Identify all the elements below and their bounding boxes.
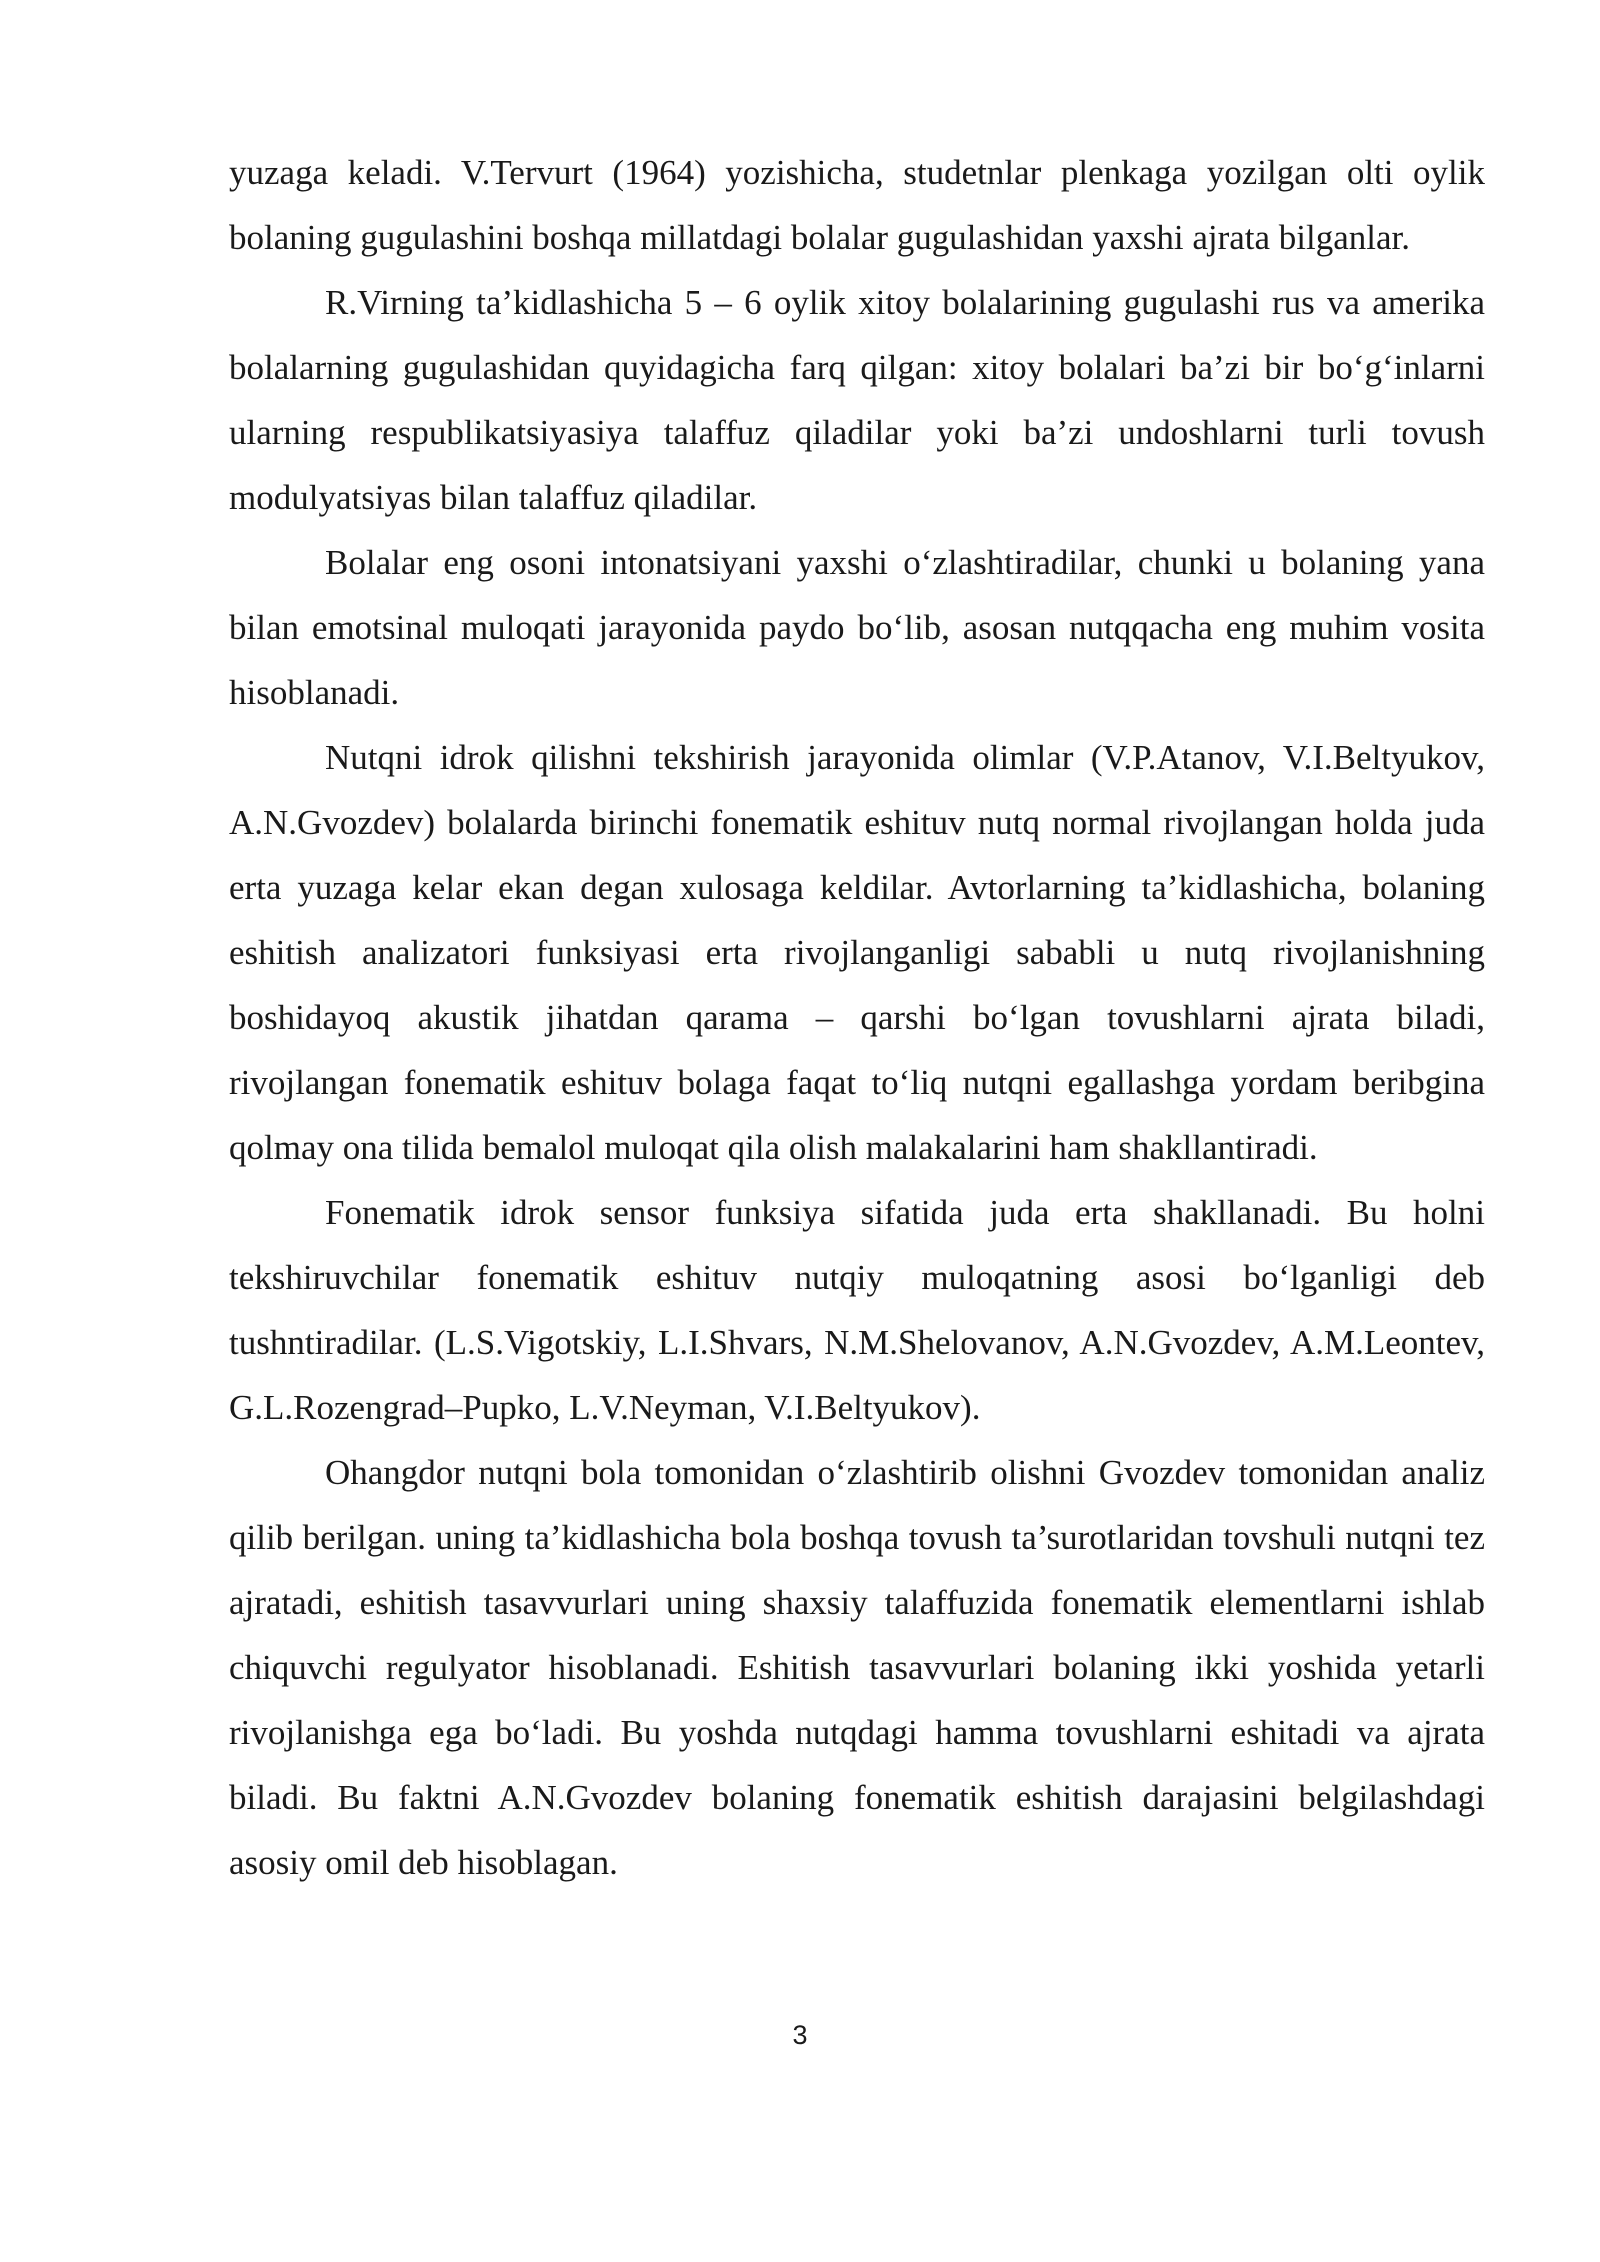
paragraph-5: Fonematik idrok sensor funksiya sifatida juda erta shakllanadi. Bu holni tekshiruvchilar fonematik eshituv nutqiy muloqatning asosi bo‘lganligi deb tushntiradilar. (L.S.Vigotskiy, L.I.Shvars, N.M.Shelovanov, A.N.Gvozdev, A.M.Leontev, G.L.Rozengrad–Pupko, L.V.Neyman, V.I.Beltyukov). xyxy=(229,1193,1485,1427)
paragraph-6: Ohangdor nutqni bola tomonidan o‘zlashtirib olishni Gvozdev tomonidan analiz qilib berilgan. uning ta’kidlashicha bola boshqa tovush ta’surotlaridan tovshuli nutqni tez ajratadi, eshitish tasavvurlari uning shaxsiy talaffuzida fonematik elementlarni ishlab chiquvchi regulyator hisoblanadi. Eshitish tasavvurlari bolaning ikki yoshida yetarli rivojlanishga ega bo‘ladi. Bu yoshda nutqdagi hamma tovushlarni eshitadi va ajrata biladi. Bu faktni A.N.Gvozdev bolaning fonematik eshitish darajasini belgilashdagi asosiy omil deb hisoblagan. xyxy=(229,1453,1485,1882)
paragraph-3: Bolalar eng osoni intonatsiyani yaxshi o‘zlashtiradilar, chunki u bolaning yana bilan emotsinal muloqati jarayonida paydo bo‘lib, asosan nutqqacha eng muhim vosita hisoblanadi. xyxy=(229,543,1485,712)
paragraph-4: Nutqni idrok qilishni tekshirish jarayonida olimlar (V.P.Atanov, V.I.Beltyukov, A.N.Gvozdev) bolalarda birinchi fonematik eshituv nutq normal rivojlangan holda juda erta yuzaga kelar ekan degan xulosaga keldilar. Avtorlarning ta’kidlashicha, bolaning eshitish analizatori funksiyasi erta rivojlanganligi sababli u nutq rivojlanishning boshidayoq akustik jihatdan qarama – qarshi bo‘lgan tovushlarni ajrata biladi, rivojlangan fonematik eshituv bolaga faqat to‘liq nutqni egallashga yordam beribgina qolmay ona tilida bemalol muloqat qila olish malakalarini ham shakllantiradi. xyxy=(229,738,1485,1167)
page-number: 3 xyxy=(792,2020,808,2050)
document-body xyxy=(229,140,1485,1895)
paragraph-1: yuzaga keladi. V.Tervurt (1964) yozishicha, studetnlar plenkaga yozilgan olti oylik bolaning gugulashini boshqa millatdagi bolalar gugulashidan yaxshi ajrata bilganlar. xyxy=(229,153,1485,257)
paragraph-2: R.Virning ta’kidlashicha 5 – 6 oylik xitoy bolalarining gugulashi rus va amerika bolalarning gugulashidan quyidagicha farq qilgan: xitoy bolalari ba’zi bir bo‘g‘inlarni ularning respublikatsiyasiya talaffuz qiladilar yoki ba’zi undoshlarni turli tovush modulyatsiyas bilan talaffuz qiladilar. xyxy=(229,283,1485,517)
